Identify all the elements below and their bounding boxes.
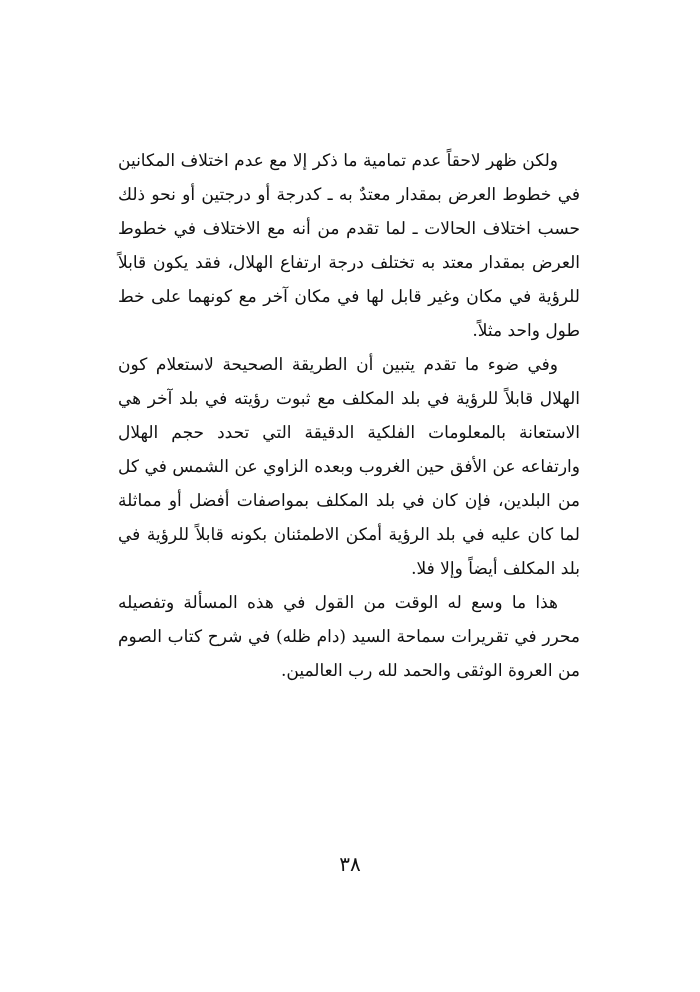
page-number: ٣٨: [339, 852, 361, 876]
body-text: [118, 144, 580, 688]
paragraph-3: هذا ما وسع له الوقت من القول في هذه المسألة وتفصيله محرر في تقريرات سماحة السيد (دام ظله) في شرح كتاب الصوم من العروة الوثقى والحمد لله رب العالمين.: [118, 593, 580, 681]
paragraph-2: وفي ضوء ما تقدم يتبين أن الطريقة الصحيحة لاستعلام كون الهلال قابلاً للرؤية في بلد المكلف مع ثبوت رؤيته في بلد آخر هي الاستعانة بالمعلومات الفلكية الدقيقة التي تحدد حجم الهلال وارتفاعه عن الأفق حين الغروب وبعده الزاوي عن الشمس في كل من البلدين، فإن كان في بلد المكلف بمواصفات أفضل أو مماثلة لما كان عليه في بلد الرؤية أمكن الاطمئنان بكونه قابلاً للرؤية في بلد المكلف أيضاً وإلا فلا.: [118, 355, 580, 579]
paragraph-1: ولكن ظهر لاحقاً عدم تمامية ما ذكر إلا مع عدم اختلاف المكانين في خطوط العرض بمقدار معتدٌ به ـ كدرجة أو درجتين أو نحو ذلك حسب اختلاف الحالات ـ لما تقدم من أنه مع الاختلاف في خطوط العرض بمقدار معتد به تختلف درجة ارتفاع الهلال، فقد يكون قابلاً للرؤية في مكان وغير قابل لها في مكان آخر مع كونهما على خط طول واحد مثلاً.: [118, 151, 580, 341]
